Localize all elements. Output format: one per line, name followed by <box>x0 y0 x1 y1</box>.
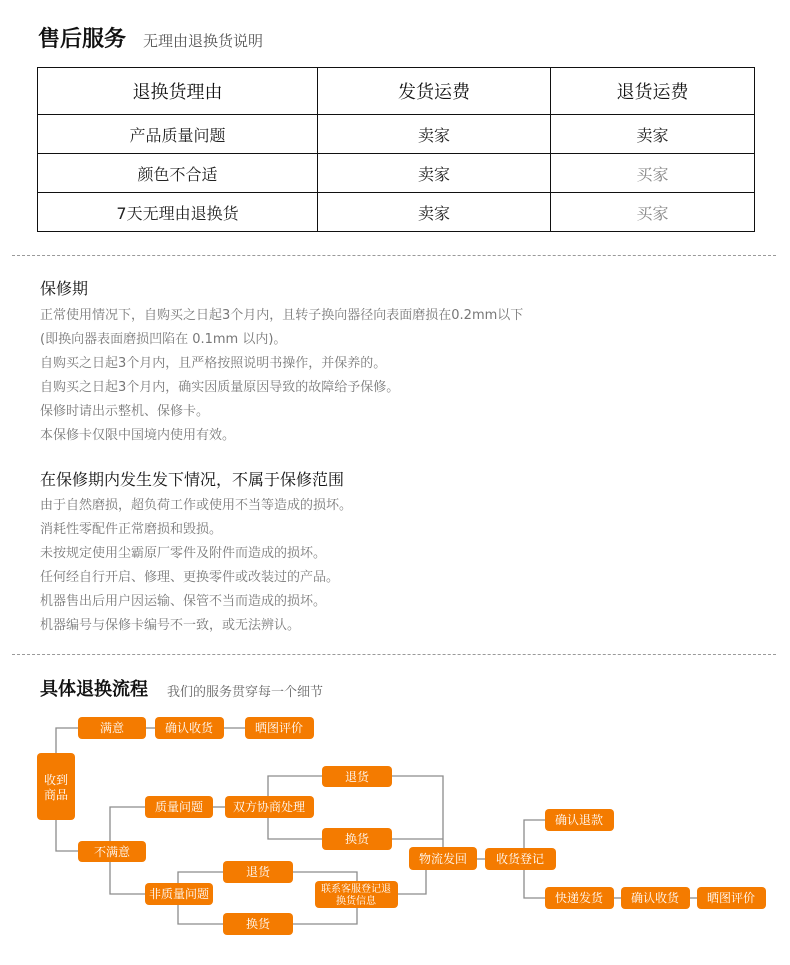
node-label: 收货登记 <box>495 852 545 866</box>
confirm-receipt-node <box>155 717 224 739</box>
connector <box>293 908 357 924</box>
quality-issue-node <box>145 796 213 818</box>
confirm-refund-node <box>545 809 614 831</box>
table-cell: 卖家 <box>318 154 551 193</box>
connector <box>178 905 223 924</box>
process-title: 具体退换流程 <box>40 679 148 700</box>
list-item: 由于自然磨损，超负荷工作或使用不当等造成的损坏。 <box>40 498 353 513</box>
connector <box>56 728 78 753</box>
node-label: 收到 <box>43 773 69 787</box>
node-label: 退货 <box>245 865 271 879</box>
node-label: 确认退款 <box>554 813 604 827</box>
exclusions-title: 在保修期内发生发下情况，不属于保修范围 <box>40 470 345 489</box>
node-label: 双方协商处理 <box>232 800 306 814</box>
node-label: 退货 <box>344 770 370 784</box>
connector <box>524 870 545 898</box>
table-cell: 卖家 <box>551 115 755 154</box>
connector <box>110 862 145 894</box>
list-item: 机器编号与保修卡编号不一致，或无法辨认。 <box>40 618 301 633</box>
table-cell: 产品质量问题 <box>38 115 318 154</box>
table-row <box>38 193 755 232</box>
node-label: 确认收货 <box>164 721 214 735</box>
table-cell: 卖家 <box>318 193 551 232</box>
connector <box>524 820 545 848</box>
node-label: 晒图评价 <box>254 721 304 735</box>
list-item: 自购买之日起3个月内，确实因质量原因导致的故障给予保修。 <box>40 380 400 395</box>
node-label: 满意 <box>99 721 125 735</box>
list-item: 未按规定使用尘霸原厂零件及附件而造成的损坏。 <box>40 546 327 561</box>
list-item: 保修时请出示整机、保修卡。 <box>40 404 210 419</box>
return-node <box>322 766 392 787</box>
return-process-flowchart <box>0 700 790 950</box>
table-cell: 颜色不合适 <box>38 154 318 193</box>
node-label: 非质量问题 <box>148 887 210 901</box>
table-header-cell: 退货运费 <box>551 68 755 115</box>
table-header-cell: 退换货理由 <box>38 68 318 115</box>
return-node <box>223 861 293 883</box>
table-row <box>38 115 755 154</box>
list-item: 自购买之日起3个月内，且严格按照说明书操作，并保养的。 <box>40 356 387 371</box>
express-ship-node <box>545 887 614 909</box>
node-label: 换货 <box>245 917 271 931</box>
process-subtitle: 我们的服务贯穿每一个细节 <box>167 685 324 700</box>
ship-back-node <box>409 847 477 870</box>
receive-goods-node <box>37 753 75 820</box>
node-label: 晒图评价 <box>706 891 756 905</box>
divider <box>12 654 776 655</box>
node-label: 换货信息 <box>336 896 376 907</box>
exchange-node <box>322 828 392 850</box>
connector <box>398 870 426 894</box>
node-label: 快递发货 <box>554 891 604 905</box>
warranty-list <box>40 304 523 448</box>
node-label: 确认收货 <box>630 891 680 905</box>
node-label: 联系客服登记退 <box>321 884 391 895</box>
table-header-row <box>38 68 755 115</box>
unsatisfied-node <box>78 841 146 862</box>
table-cell: 买家 <box>551 154 755 193</box>
negotiate-node <box>225 796 314 818</box>
table-header-cell: 发货运费 <box>318 68 551 115</box>
satisfied-node <box>78 717 146 739</box>
connector <box>268 818 322 839</box>
table-row <box>38 154 755 193</box>
connector <box>293 872 357 881</box>
connector <box>56 820 78 851</box>
exchange-node <box>223 913 293 935</box>
table-cell: 卖家 <box>318 115 551 154</box>
page-title: 售后服务 <box>38 27 127 52</box>
list-item: 本保修卡仅限中国境内使用有效。 <box>40 428 236 443</box>
non-quality-issue-node <box>145 883 213 905</box>
connector <box>178 872 223 883</box>
connector <box>268 776 322 796</box>
return-shipping-table <box>37 67 755 232</box>
node-label: 商品 <box>43 788 69 802</box>
node-label: 不满意 <box>93 845 131 859</box>
list-item: 消耗性零配件正常磨损和毁损。 <box>40 522 223 537</box>
contact-support-node <box>315 881 398 908</box>
list-item: 任何经自行开启、修理、更换零件或改装过的产品。 <box>40 570 340 585</box>
register-receipt-node <box>485 848 556 870</box>
review-node <box>245 717 314 739</box>
page-subtitle: 无理由退换货说明 <box>143 32 264 50</box>
connector <box>110 807 145 841</box>
review-node <box>697 887 766 909</box>
confirm-receipt-node <box>621 887 690 909</box>
exclusions-list <box>40 494 352 638</box>
node-label: 换货 <box>344 832 370 846</box>
connector <box>392 776 443 847</box>
table-cell: 7天无理由退换货 <box>38 193 318 232</box>
list-item: 机器售出后用户因运输、保管不当而造成的损坏。 <box>40 594 327 609</box>
list-item: 正常使用情况下，自购买之日起3个月内，且转子换向器径向表面磨损在0.2mm以下 <box>40 308 524 323</box>
table-cell: 买家 <box>551 193 755 232</box>
divider <box>12 255 776 256</box>
warranty-title: 保修期 <box>40 279 89 298</box>
list-item: (即换向器表面磨损凹陷在 0.1mm 以内)。 <box>40 332 287 347</box>
node-label: 物流发回 <box>418 852 468 866</box>
node-label: 质量问题 <box>154 800 204 814</box>
